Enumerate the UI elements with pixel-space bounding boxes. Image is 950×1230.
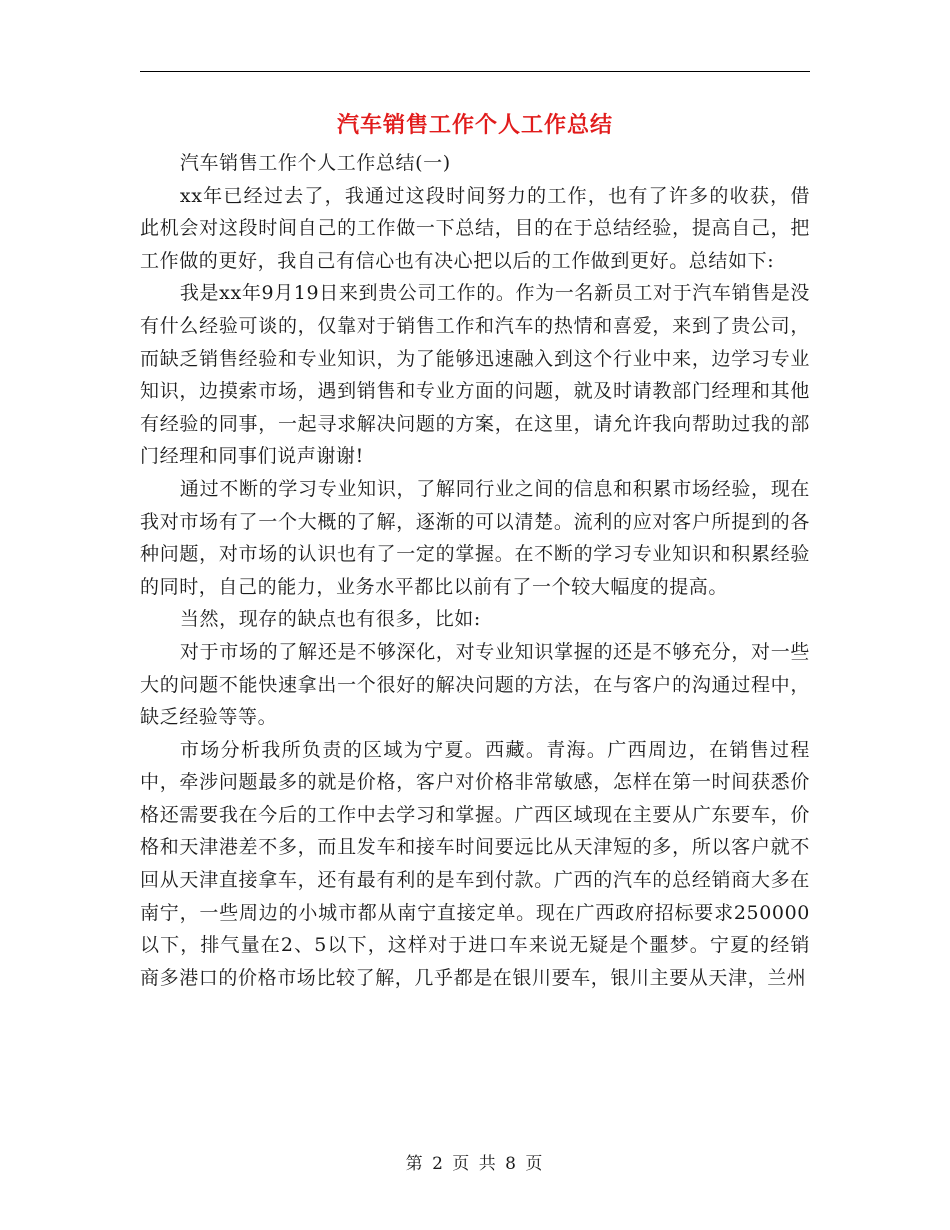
paragraph-intro: xx年已经过去了，我通过这段时间努力的工作，也有了许多的收获，借此机会对这段时间自己的工作做一下总结，目的在于总结经验，提高自己，把工作做的更好，我自己有信心也有决心把以后的工作做到更好。总结如下:	[140, 184, 810, 272]
header-rule	[140, 71, 810, 72]
paragraph-subtitle: 汽车销售工作个人工作总结(一)	[179, 152, 451, 174]
paragraph-shortcomings: 对于市场的了解还是不够深化，对专业知识掌握的还是不够充分，对一些大的问题不能快速拿出一个很好的解决问题的方法，在与客户的沟通过程中，缺乏经验等等。	[140, 640, 810, 729]
paragraph-background: 我是xx年9月19日来到贵公司工作的。作为一名新员工对于汽车销售是没有什么经验可谈的，仅靠对于销售工作和汽车的热情和喜爱，来到了贵公司，而缺乏销售经验和专业知识，为了能够迅速融入到这个行业中来，边学习专业知识，边摸索市场，遇到销售和专业方面的问题，就及时请教部门经理和其他有经验的同事，一起寻求解决问题的方案，在这里，请允许我向帮助过我的部门经理和同事们说声谢谢!	[140, 282, 810, 468]
paragraph-shortcomings-intro: 当然，现存的缺点也有很多，比如:	[179, 608, 481, 631]
page-number: 第 2 页 共 8 页	[405, 1154, 545, 1174]
document-body	[140, 147, 810, 994]
paragraph-market-analysis: 市场分析我所负责的区域为宁夏。西藏。青海。广西周边，在销售过程中，牵涉问题最多的就是价格，客户对价格非常敏感，怎样在第一时间获悉价格还需要我在今后的工作中去学习和掌握。广西区域现在主要从广东要车，价格和天津港差不多，而且发车和接车时间要远比从天津短的多，所以客户就不回从天津直接拿车，还有最有利的是车到付款。广西的汽车的总经销商大多在南宁，一些周边的小城市都从南宁直接定单。现在广西政府招标要求250000以下，排气量在2、5以下，这样对于进口车来说无疑是个噩梦。宁夏的经销商多港口的价格市场比较了解，几乎都是在银川要车，银川主要从天津，兰州	[140, 738, 810, 989]
document-title: 汽车销售工作个人工作总结	[336, 112, 613, 138]
paragraph-progress: 通过不断的学习专业知识，了解同行业之间的信息和积累市场经验，现在我对市场有了一个大概的了解，逐渐的可以清楚。流利的应对客户所提到的各种问题，对市场的认识也有了一定的掌握。在不断的学习专业知识和积累经验的同时，自己的能力，业务水平都比以前有了一个较大幅度的提高。	[140, 477, 810, 598]
